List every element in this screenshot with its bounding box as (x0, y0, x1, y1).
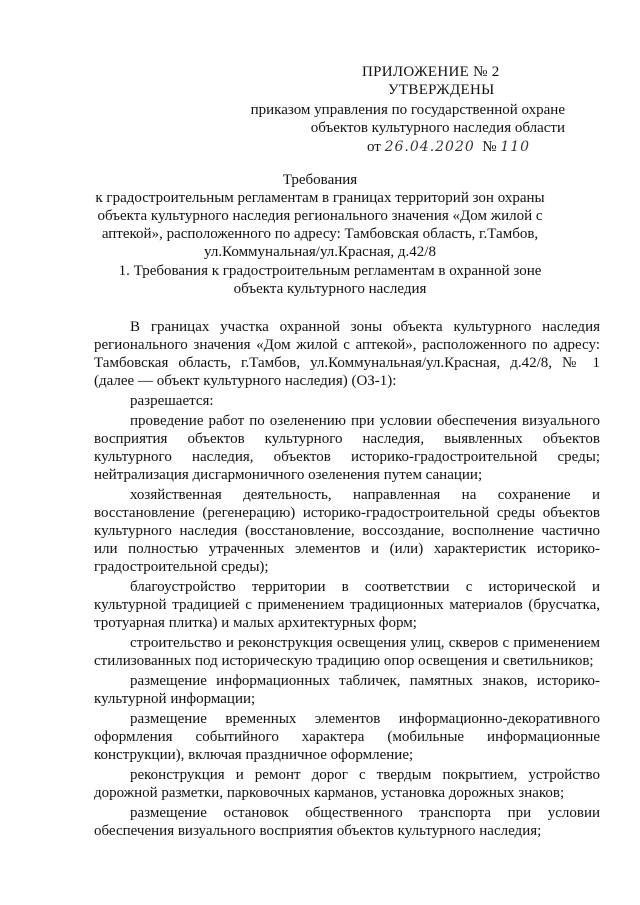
document-title (70, 171, 570, 261)
section-heading-line: 1. Требования к градостроительным регламентам в охранной зоне (118, 263, 542, 279)
order-line-1: приказом управления по государственной охране (250, 102, 565, 118)
body-paragraph: размещение остановок общественного транспорта при условии обеспечения визуального восприятия объектов культурного наследия; (94, 805, 600, 839)
handwritten-number: 110 (500, 139, 531, 155)
title-line: объекта культурного наследия регионального значения «Дом жилой с (97, 208, 543, 224)
title-line: к градостроительным регламентам в границах территорий зон охраны (95, 190, 545, 206)
order-date-number (367, 137, 530, 157)
body-paragraph: размещение информационных табличек, памятных знаков, историко-культурной информации; (94, 673, 600, 707)
body-paragraph: размещение временных элементов информационно-декоративного оформления событийного характера (мобильные информационные конструкции), включая праздничное оформление; (94, 711, 600, 763)
body-paragraph: благоустройство территории в соответствии с исторической и культурной традицией с применением традиционных материалов (брусчатка, тротуарная плитка) и малых архитектурных форм; (94, 579, 600, 631)
title-line: Требования (282, 172, 358, 188)
title-line: аптекой», расположенного по адресу: Тамбовская область, г.Тамбов, (101, 226, 539, 242)
section-heading-line: объекта культурного наследия (233, 281, 427, 297)
body-paragraph: строительство и реконструкция освещения улиц, скверов с применением стилизованных под историческую традицию опор освещения и светильников; (94, 635, 600, 669)
body-paragraph: В границах участка охранной зоны объекта культурного наследия регионального значения «Дом жилой с аптекой», расположенного по адресу: Тамбовская область, г.Тамбов, ул.Коммунальная/ул.Красная, д.42/8, № 1 (далее — объект культурного наследия) (ОЗ-1): (94, 319, 600, 389)
body-paragraph: реконструкция и ремонт дорог с твердым покрытием, устройство дорожной разметки, парковочных карманов, установка дорожных знаков; (94, 767, 600, 801)
body-paragraph: хозяйственная деятельность, направленная на сохранение и восстановление (регенерацию) историко-градостроительной среды объектов культурного наследия (восстановление, воссоздание, восполнение частично или полностью утраченных элементов и (или) характеристик историко-градостроительной среды); (94, 487, 600, 575)
order-line-2: объектов культурного наследия области (310, 120, 565, 136)
document-body (94, 318, 600, 840)
date-prefix: от (367, 139, 381, 155)
handwritten-date: 26.04.2020 (384, 139, 475, 155)
number-prefix: № (482, 139, 497, 155)
section-heading (100, 262, 560, 298)
annex-label: ПРИЛОЖЕНИЕ № 2 (362, 64, 500, 80)
title-line: ул.Коммунальная/ул.Красная, д.42/8 (204, 244, 436, 260)
body-paragraph: проведение работ по озеленению при условии обеспечения визуального восприятия объектов культурного наследия, выявленных объектов культурного наследия, объектов историко-градостроительной среды; нейтрализация дисгармоничного озеленения путем санации; (94, 413, 600, 483)
body-paragraph: разрешается: (130, 393, 214, 409)
approved-label: УТВЕРЖДЕНЫ (388, 82, 495, 98)
